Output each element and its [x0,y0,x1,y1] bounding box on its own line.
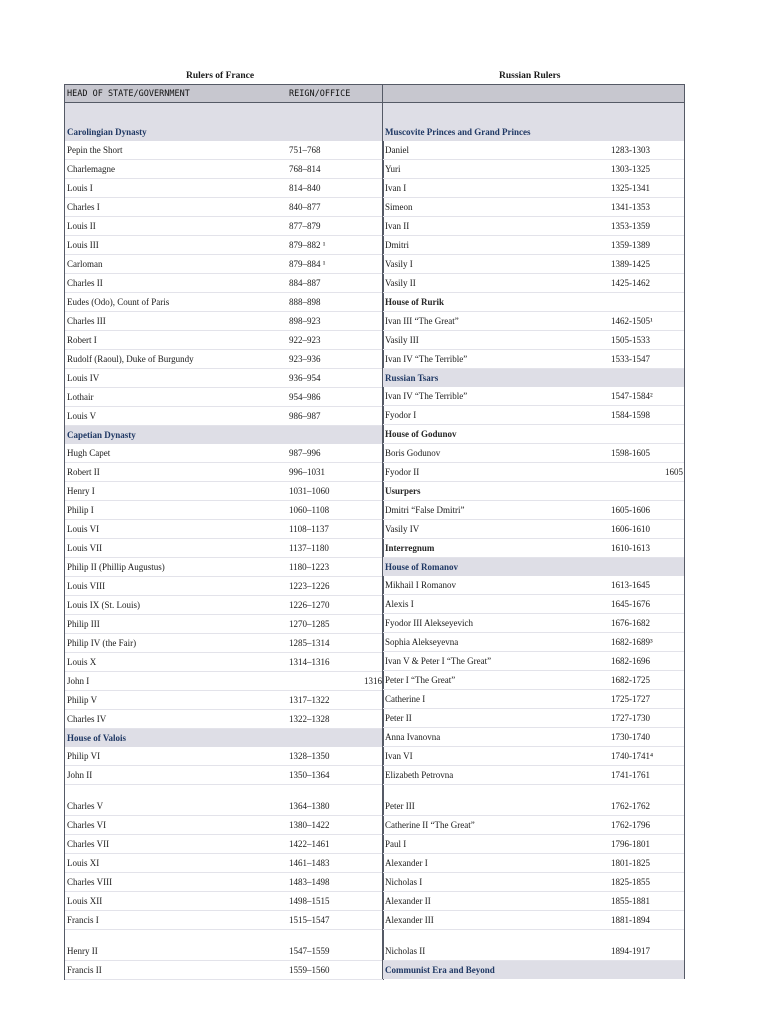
ruler-name: Mikhail I Romanov [385,580,456,590]
reign-years: 1762-1796 [611,820,650,830]
ruler-name: Peter II [385,713,412,723]
reign-years: 1676-1682 [611,618,650,628]
section-heading-row [65,426,383,444]
ruler-name: Boris Godunov [385,448,441,458]
reign-years: 1598-1605 [611,448,650,458]
reign-years: 987–996 [289,448,321,458]
ruler-name: Peter III [385,801,415,811]
table-row [65,539,383,558]
table-row [383,255,684,274]
reign-years: 877–879 [289,221,321,231]
ruler-name: Ivan IV “The Terrible” [385,354,468,364]
ruler-name: Communist Era and Beyond [385,965,495,975]
reign-years: 1108–1137 [289,524,329,534]
ruler-name: Louis VI [67,524,100,534]
ruler-name: Capetian Dynasty [67,430,136,440]
reign-years: 879–882 ¹ [289,240,326,250]
table-row [383,331,684,350]
ruler-name: Alexis I [385,599,414,609]
ruler-name: Russian Tsars [385,373,439,383]
reign-years: 1137–1180 [289,543,329,553]
ruler-name: Catherine II “The Great” [385,820,475,830]
ruler-name: Charles I [67,202,100,212]
column-header-reign: REIGN/OFFICE [289,89,351,99]
table-row [383,671,684,690]
table-row [383,690,684,709]
ruler-name: Paul I [385,839,407,849]
reign-years: 814–840 [289,183,321,193]
ruler-name: Dmitri [385,240,409,250]
ruler-name: Charles VI [67,820,107,830]
table-row [65,911,383,930]
ruler-name: Charles V [67,801,104,811]
ruler-name: Fyodor III Alekseyevich [385,618,473,628]
reign-years: 1422–1461 [289,839,330,849]
ruler-name: Francis I [67,915,99,925]
france-rulers-table [64,84,384,980]
ruler-name: Vasily III [385,335,419,345]
ruler-name: Louis II [67,221,96,231]
reign-years: 1325-1341 [611,183,650,193]
reign-years: 884–887 [289,278,321,288]
ruler-name: Philip III [67,619,100,629]
table-row [65,672,383,691]
ruler-name: Simeon [385,202,413,212]
ruler-name: Charles VIII [67,877,113,887]
ruler-name: Louis X [67,657,97,667]
section-heading-row [383,369,684,387]
russia-table-body [383,103,684,979]
ruler-name: Fyodor II [385,467,420,477]
table-row [65,766,383,785]
table-row [383,179,684,198]
reign-years: 1462-1505¹ [611,316,653,326]
reign-years: 1314–1316 [289,657,330,667]
ruler-name: Carloman [67,259,103,269]
ruler-name: Louis III [67,240,99,250]
table-row [383,930,684,961]
reign-years: 1730-1740 [611,732,650,742]
reign-years: 1341-1353 [611,202,650,212]
ruler-name: Charlemagne [67,164,115,174]
reign-years: 1645-1676 [611,599,650,609]
ruler-name: Louis VII [67,543,103,553]
table-row [383,728,684,747]
ruler-name: Peter I “The Great” [385,675,456,685]
reign-years: 1425-1462 [611,278,650,288]
ruler-name: Charles III [67,316,106,326]
reign-years: 1303-1325 [611,164,650,174]
reign-years: 1226–1270 [289,600,330,610]
table-row [383,160,684,179]
table-row [65,747,383,766]
ruler-name: Charles IV [67,714,107,724]
table-row [65,930,383,961]
ruler-name: Vasily I [385,259,413,269]
ruler-name: Philip II (Phillip Augustus) [67,562,165,572]
table-row [65,141,383,160]
table-row [383,835,684,854]
ruler-name: Pepin the Short [67,145,123,155]
reign-years: 954–986 [289,392,321,402]
reign-years: 879–884 ¹ [289,259,326,269]
reign-years: 1613-1645 [611,580,650,590]
table-row [65,236,383,255]
table-row [383,387,684,406]
reign-years: 1533-1547 [611,354,650,364]
reign-years: 1389-1425 [611,259,650,269]
ruler-name: Henry II [67,946,98,956]
ruler-name: John I [67,676,90,686]
ruler-name: Alexander I [385,858,428,868]
reign-years: 1223–1226 [289,581,330,591]
table-row [65,274,383,293]
reign-years: 1515–1547 [289,915,330,925]
reign-years: 1364–1380 [289,801,330,811]
ruler-name: Interregnum [385,543,435,553]
table-row [65,710,383,729]
table-row [65,369,383,388]
reign-years: 1727-1730 [611,713,650,723]
ruler-name: Hugh Capet [67,448,111,458]
reign-years: 1825-1855 [611,877,650,887]
russia-rulers-table [382,84,685,979]
ruler-name: Yuri [385,164,401,174]
reign-years: 1881-1894 [611,915,650,925]
ruler-name: Alexander III [385,915,434,925]
reign-years: 1740-1741⁴ [611,751,654,761]
ruler-name: Dmitri “False Dmitri” [385,505,465,515]
reign-years: 1584-1598 [611,410,650,420]
table-row [65,892,383,911]
reign-years: 898–923 [289,316,321,326]
ruler-name: Charles II [67,278,103,288]
reign-years: 1483–1498 [289,877,330,887]
ruler-name: Muscovite Princes and Grand Princes [385,127,531,137]
reign-years: 1505-1533 [611,335,650,345]
ruler-name: Philip V [67,695,98,705]
reign-years: 1796-1801 [611,839,650,849]
ruler-name: Catherine I [385,694,426,704]
ruler-name: Louis XI [67,858,100,868]
table-row [65,482,383,501]
ruler-name: Lothair [67,392,94,402]
ruler-name: Louis IV [67,373,100,383]
subsection-heading-row [383,425,684,444]
reign-years: 923–936 [289,354,321,364]
table-row [383,766,684,785]
reign-years: 1559–1560 [289,965,330,975]
table-row [65,331,383,350]
reign-years: 922–923 [289,335,321,345]
ruler-name: Nicholas I [385,877,423,887]
reign-years: 888–898 [289,297,321,307]
france-table-title: Rulers of France [186,71,255,81]
ruler-name: Carolingian Dynasty [67,127,147,137]
table-row [383,633,684,652]
france-table-body [65,103,383,980]
table-row [383,217,684,236]
reign-years: 1359-1389 [611,240,650,250]
table-row [383,406,684,425]
table-row [65,785,383,816]
ruler-name: Robert I [67,335,97,345]
subsection-heading-row [383,482,684,501]
table-row [383,873,684,892]
ruler-name: Eudes (Odo), Count of Paris [67,297,170,307]
reign-years: 1180–1223 [289,562,330,572]
reign-years: 996–1031 [289,467,325,477]
table-row [65,388,383,407]
reign-years: 768–814 [289,164,321,174]
table-row [383,501,684,520]
table-row [383,747,684,766]
reign-years: 840–877 [289,202,321,212]
ruler-name: Louis XII [67,896,103,906]
ruler-name: Vasily IV [385,524,420,534]
reign-years: 1606-1610 [611,524,650,534]
table-row [383,444,684,463]
ruler-name: Nicholas II [385,946,426,956]
table-row [383,350,684,369]
reign-years: 1285–1314 [289,638,330,648]
ruler-name: Vasily II [385,278,416,288]
table-row [65,577,383,596]
ruler-name: Usurpers [385,486,421,496]
reign-years: 1461–1483 [289,858,330,868]
table-row [383,520,684,539]
ruler-name: Ivan IV “The Terrible” [385,391,468,401]
reign-years: 1547–1559 [289,946,330,956]
reign-years: 1605-1606 [611,505,650,515]
ruler-name: Louis VIII [67,581,106,591]
table-row [383,274,684,293]
table-row [383,595,684,614]
table-row [65,873,383,892]
table-row [65,653,383,672]
table-row [65,501,383,520]
table-row [383,576,684,595]
reign-years: 1060–1108 [289,505,330,515]
ruler-name: Louis V [67,411,97,421]
reign-years: 1350–1364 [289,770,330,780]
table-row [65,854,383,873]
reign-years: 1322–1328 [289,714,330,724]
table-row [65,463,383,482]
subsection-heading-row [383,293,684,312]
russia-table-header [383,84,684,103]
ruler-name: Francis II [67,965,102,975]
ruler-name: Ivan II [385,221,410,231]
reign-years: 936–954 [289,373,321,383]
france-table-header [65,84,383,103]
table-row [383,614,684,633]
section-heading-row [65,103,383,141]
table-row [65,961,383,980]
ruler-name: House of Valois [67,733,127,743]
ruler-name: Ivan I [385,183,407,193]
table-row [65,558,383,577]
ruler-name: Daniel [385,145,409,155]
table-row [65,293,383,312]
table-row [65,615,383,634]
table-row [65,407,383,426]
ruler-name: Louis IX (St. Louis) [67,600,140,610]
ruler-name: Louis I [67,183,93,193]
table-row [65,596,383,615]
ruler-name: Ivan V & Peter I “The Great” [385,656,492,666]
reign-years: 1316 [364,676,382,686]
reign-years: 1682-1725 [611,675,650,685]
table-row [383,652,684,671]
table-row [65,444,383,463]
ruler-name: Ivan VI [385,751,413,761]
ruler-name: John II [67,770,93,780]
reign-years: 1317–1322 [289,695,330,705]
reign-years: 1380–1422 [289,820,330,830]
section-heading-row [383,103,684,141]
table-row [383,892,684,911]
table-row [383,141,684,160]
ruler-name: Philip VI [67,751,101,761]
ruler-name: Rudolf (Raoul), Duke of Burgundy [67,354,194,364]
table-row [383,854,684,873]
ruler-name: Ivan III “The Great” [385,316,459,326]
table-row [383,785,684,816]
column-header-head-of-state: HEAD OF STATE/GOVERNMENT [67,89,190,99]
table-row [65,520,383,539]
reign-years: 1031–1060 [289,486,330,496]
table-row [65,816,383,835]
ruler-name: House of Rurik [385,297,445,307]
reign-years: 1682-1696 [611,656,650,666]
ruler-name: Henry I [67,486,95,496]
ruler-name: Philip IV (the Fair) [67,638,137,648]
table-row [383,911,684,930]
reign-years: 986–987 [289,411,321,421]
reign-years: 1605 [665,467,683,477]
table-row [65,634,383,653]
table-row [65,179,383,198]
section-heading-row [383,961,684,979]
reign-years: 751–768 [289,145,321,155]
ruler-name: Sophia Alekseyevna [385,637,459,647]
reign-years: 1682-1689³ [611,637,653,647]
reign-years: 1547-1584² [611,391,653,401]
ruler-name: Charles VII [67,839,110,849]
reign-years: 1328–1350 [289,751,330,761]
reign-years: 1741-1761 [611,770,650,780]
section-heading-row [65,729,383,747]
ruler-name: House of Godunov [385,429,457,439]
reign-years: 1725-1727 [611,694,650,704]
table-row [65,255,383,274]
ruler-name: Philip I [67,505,94,515]
reign-years: 1283-1303 [611,145,650,155]
subsection-heading-row [383,539,684,558]
table-row [383,198,684,217]
ruler-name: Robert II [67,467,100,477]
table-row [65,691,383,710]
ruler-name: Alexander II [385,896,431,906]
table-row [383,312,684,331]
table-row [65,350,383,369]
table-row [383,709,684,728]
table-row [383,816,684,835]
reign-years: 1762-1762 [611,801,650,811]
ruler-name: Elizabeth Petrovna [385,770,454,780]
ruler-name: Fyodor I [385,410,417,420]
table-row [65,835,383,854]
ruler-name: Anna Ivanovna [385,732,441,742]
reign-years: 1801-1825 [611,858,650,868]
reign-years: 1270–1285 [289,619,330,629]
ruler-name: House of Romanov [385,562,459,572]
table-row [65,160,383,179]
reign-years: 1855-1881 [611,896,650,906]
table-row [383,463,684,482]
section-heading-row [383,558,684,576]
table-row [65,217,383,236]
reign-years: 1498–1515 [289,896,330,906]
table-row [65,312,383,331]
reign-years: 1894-1917 [611,946,650,956]
table-row [65,198,383,217]
russia-table-title: Russian Rulers [499,71,561,81]
reign-years: 1353-1359 [611,221,650,231]
reign-years: 1610-1613 [611,543,650,553]
table-row [383,236,684,255]
